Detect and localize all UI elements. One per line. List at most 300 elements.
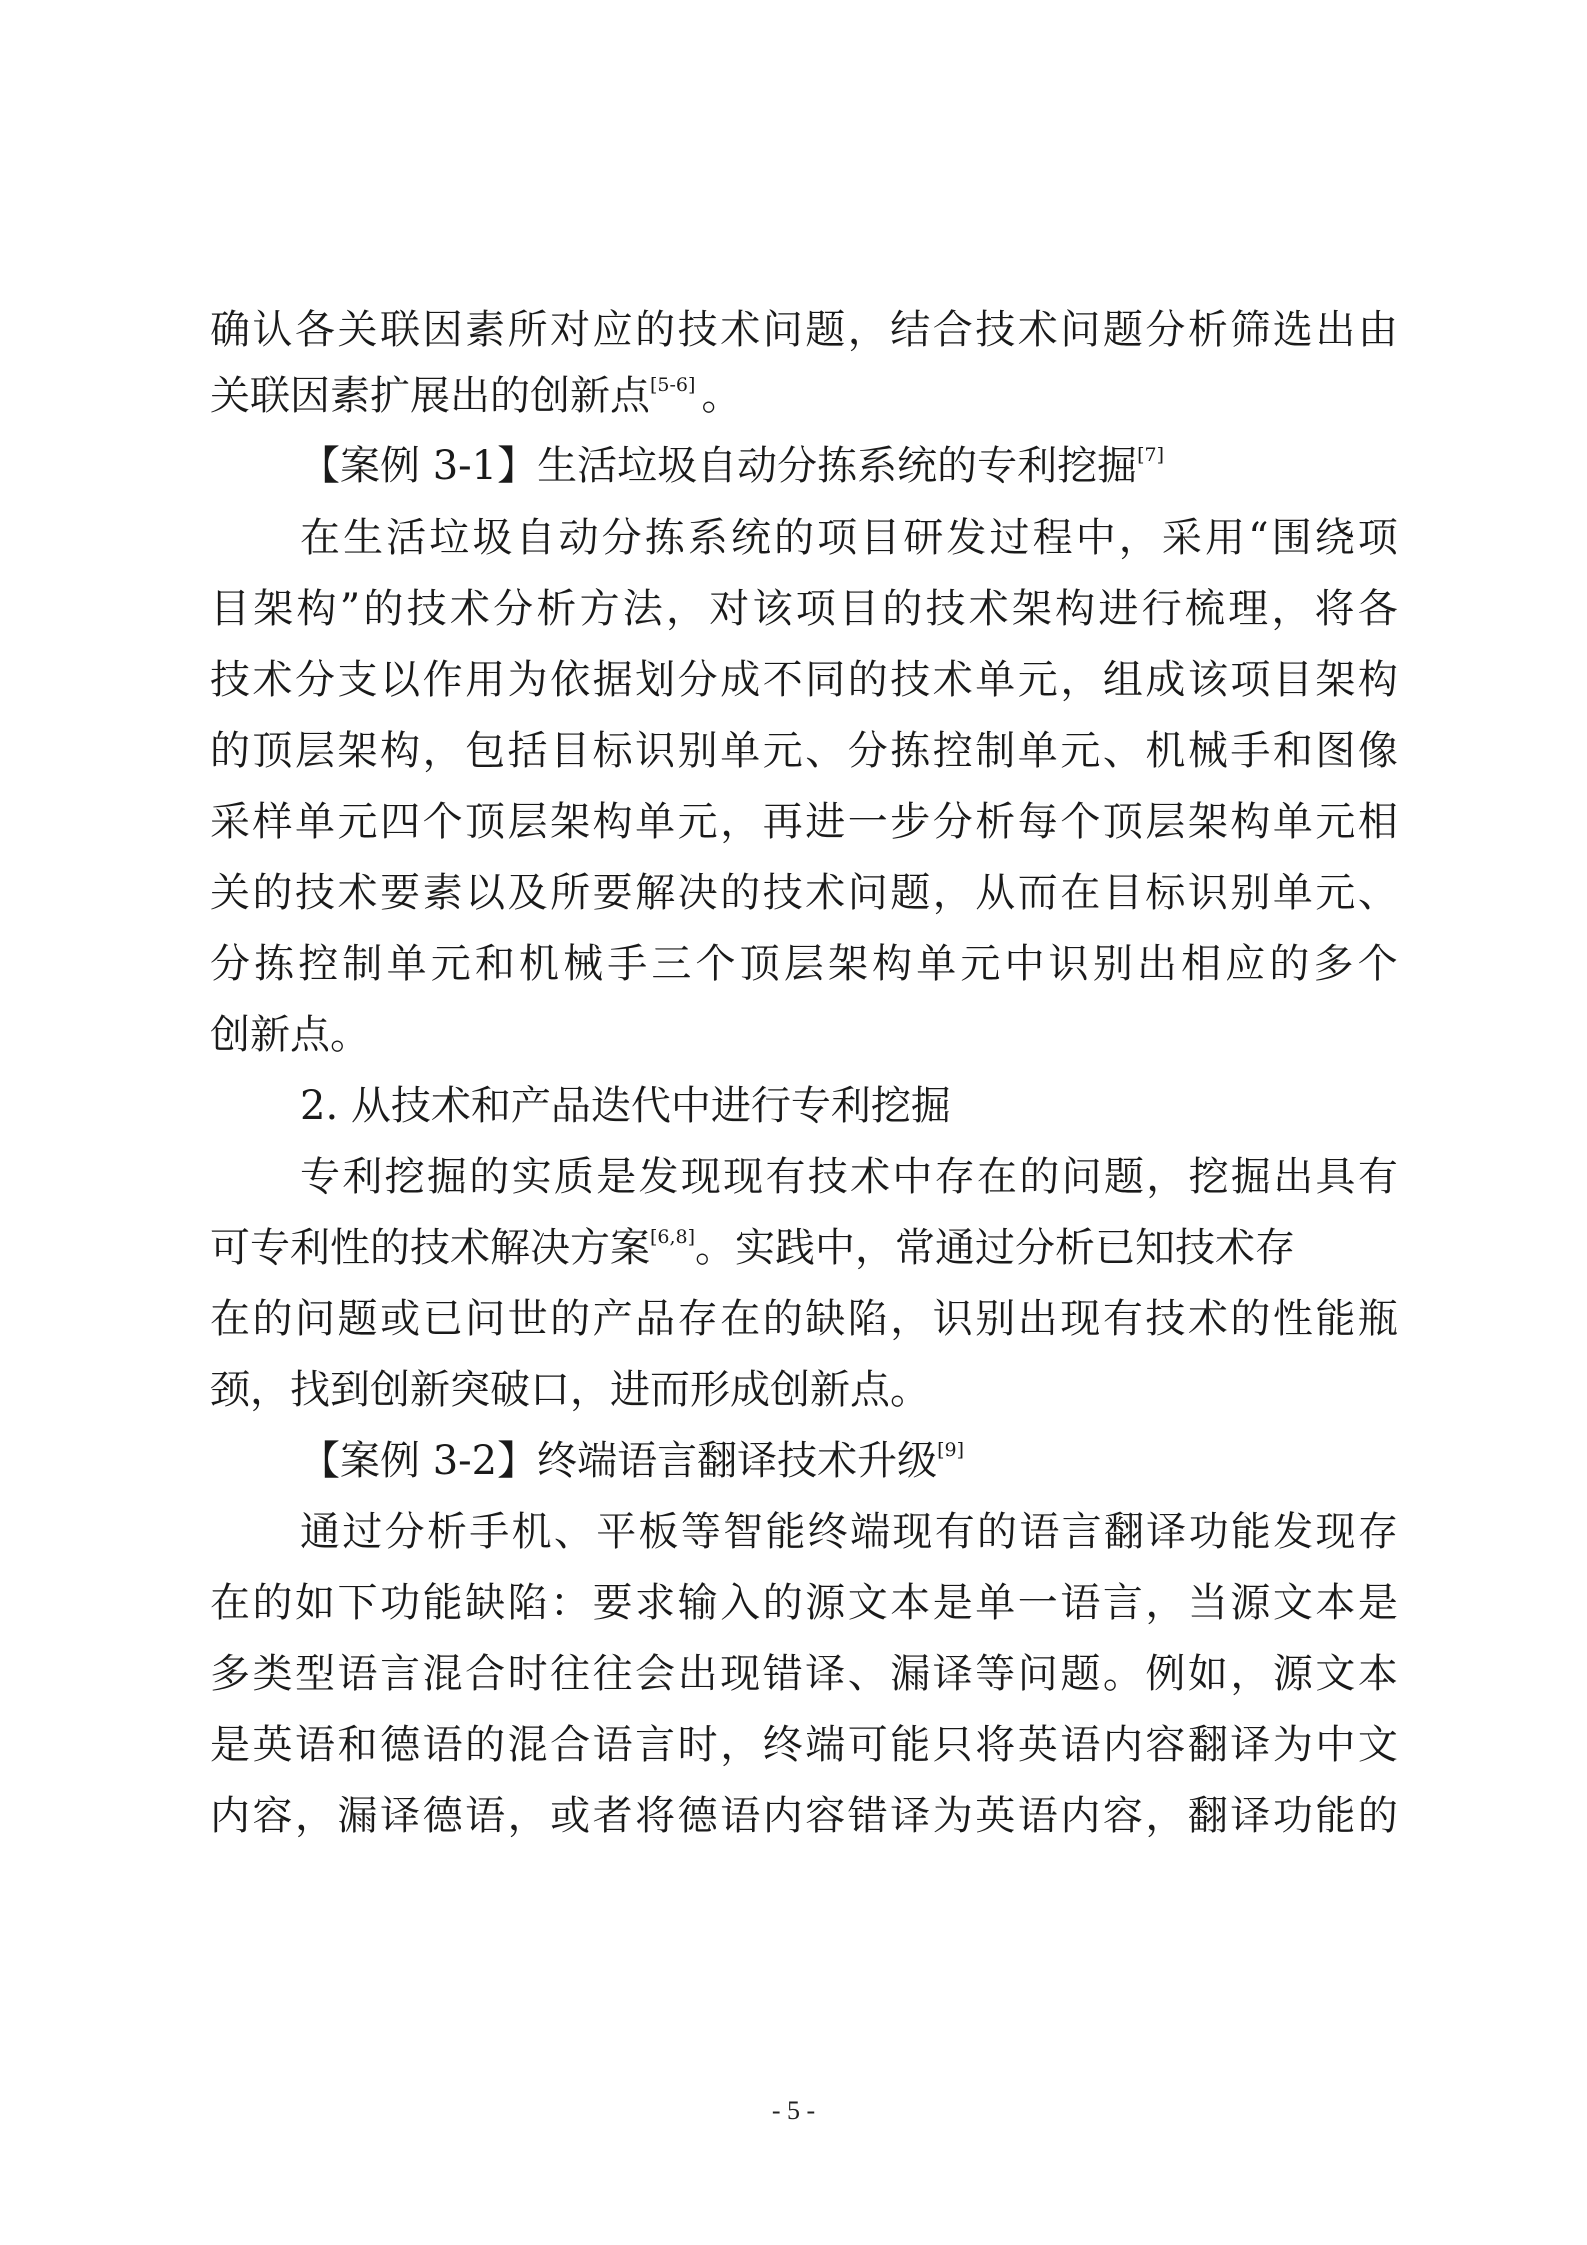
glyph: 识 bbox=[932, 1296, 973, 1342]
glyph: 存 bbox=[1357, 1509, 1398, 1555]
glyph: 文 bbox=[847, 1580, 888, 1626]
glyph: 现 bbox=[723, 1154, 764, 1200]
glyph: 要 bbox=[592, 870, 633, 916]
glyph: 像 bbox=[1357, 728, 1398, 774]
glyph: 同 bbox=[805, 657, 846, 703]
glyph: 术 bbox=[932, 657, 973, 703]
glyph: 出 bbox=[1017, 1296, 1058, 1342]
glyph: 系 bbox=[687, 515, 728, 561]
glyph: 进 bbox=[1098, 586, 1139, 632]
glyph: 板 bbox=[638, 1509, 679, 1555]
glyph: 用 bbox=[465, 657, 506, 703]
glyph: ， bbox=[932, 870, 973, 916]
glyph: 者 bbox=[592, 1793, 633, 1839]
text-line bbox=[210, 1571, 1398, 1635]
glyph: 问 bbox=[762, 307, 803, 353]
glyph: 程 bbox=[1032, 515, 1073, 561]
citation-ref: [9] bbox=[937, 1438, 965, 1461]
glyph: 语 bbox=[337, 1651, 378, 1697]
glyph: 的 bbox=[635, 307, 676, 353]
glyph: 译 bbox=[932, 1651, 973, 1697]
glyph: 和 bbox=[337, 1722, 378, 1768]
glyph: 包 bbox=[465, 728, 506, 774]
glyph: 可 bbox=[847, 1722, 888, 1768]
glyph: 型 bbox=[295, 1651, 336, 1697]
glyph: 现 bbox=[720, 1651, 761, 1697]
glyph: 架 bbox=[1187, 799, 1228, 845]
glyph: 术 bbox=[805, 870, 846, 916]
glyph: 组 bbox=[1102, 657, 1143, 703]
glyph: 法 bbox=[622, 586, 663, 632]
glyph: 或 bbox=[380, 1296, 421, 1342]
glyph: 单 bbox=[916, 941, 957, 987]
glyph: 依 bbox=[550, 657, 591, 703]
glyph: 控 bbox=[932, 728, 973, 774]
glyph: 关 bbox=[210, 870, 250, 916]
glyph: 拣 bbox=[890, 728, 931, 774]
glyph: 架 bbox=[827, 941, 868, 987]
glyph: 采 bbox=[1161, 515, 1202, 561]
glyph: 制 bbox=[342, 941, 383, 987]
glyph: 因 bbox=[422, 307, 463, 353]
glyph: 言 bbox=[1102, 1580, 1143, 1626]
text-line bbox=[210, 298, 1398, 362]
glyph: 当 bbox=[1187, 1580, 1228, 1626]
glyph: 绕 bbox=[1314, 515, 1355, 561]
glyph: 械 bbox=[1187, 728, 1228, 774]
text-line bbox=[210, 1216, 1295, 1280]
glyph: 层 bbox=[295, 728, 336, 774]
glyph: 架 bbox=[1011, 586, 1052, 632]
glyph: 过 bbox=[989, 515, 1030, 561]
glyph: ， bbox=[1060, 657, 1101, 703]
glyph: 现 bbox=[1315, 1509, 1356, 1555]
glyph: ， bbox=[720, 799, 761, 845]
glyph: 译 bbox=[805, 1651, 846, 1697]
citation-ref: [5-6] bbox=[650, 373, 696, 396]
glyph: 容 bbox=[805, 1793, 846, 1839]
glyph: 单 bbox=[635, 799, 676, 845]
glyph: 分 bbox=[295, 657, 336, 703]
glyph: 缺 bbox=[465, 1580, 506, 1626]
glyph: 单 bbox=[295, 799, 336, 845]
glyph: 联 bbox=[380, 307, 421, 353]
glyph: 的 bbox=[550, 1296, 591, 1342]
paragraph-line bbox=[0, 1642, 1587, 1706]
glyph: 为 bbox=[1272, 1722, 1313, 1768]
glyph: 语 bbox=[1017, 1793, 1058, 1839]
glyph: 机 bbox=[518, 941, 559, 987]
glyph: 输 bbox=[677, 1580, 718, 1626]
glyph: 有 bbox=[1102, 1296, 1143, 1342]
glyph: 翻 bbox=[1187, 1722, 1228, 1768]
glyph: 存 bbox=[677, 1296, 718, 1342]
glyph: 动 bbox=[558, 515, 599, 561]
glyph: 划 bbox=[635, 657, 676, 703]
glyph: ， bbox=[507, 1793, 548, 1839]
glyph: 内 bbox=[1060, 1793, 1101, 1839]
glyph: 的 bbox=[465, 1722, 506, 1768]
page-number: - 5 - bbox=[771, 2096, 816, 2125]
glyph: 漏 bbox=[337, 1793, 378, 1839]
glyph: 现 bbox=[892, 1509, 933, 1555]
glyph: 容 bbox=[1102, 1793, 1143, 1839]
glyph: 功 bbox=[1272, 1793, 1313, 1839]
glyph: 别 bbox=[1230, 870, 1271, 916]
glyph: 一 bbox=[1017, 1580, 1058, 1626]
glyph: 出 bbox=[1136, 941, 1177, 987]
glyph: 项 bbox=[795, 586, 836, 632]
glyph: 元 bbox=[677, 799, 718, 845]
glyph: 目 bbox=[838, 586, 879, 632]
glyph: 应 bbox=[592, 307, 633, 353]
glyph: 错 bbox=[847, 1793, 888, 1839]
glyph: 成 bbox=[1145, 657, 1186, 703]
glyph: 用 bbox=[1204, 515, 1245, 561]
glyph: 翻 bbox=[1103, 1509, 1144, 1555]
glyph: 、 bbox=[847, 1651, 888, 1697]
case-heading bbox=[0, 1429, 1587, 1493]
glyph: 问 bbox=[465, 1296, 506, 1342]
glyph: 文 bbox=[1357, 1722, 1398, 1768]
glyph: 相 bbox=[1181, 941, 1222, 987]
glyph: 的 bbox=[210, 728, 250, 774]
text-line bbox=[210, 364, 741, 428]
glyph: 、 bbox=[805, 728, 846, 774]
glyph: 从 bbox=[975, 870, 1016, 916]
glyph: 方 bbox=[579, 586, 620, 632]
glyph: 分 bbox=[384, 1509, 425, 1555]
glyph: ， bbox=[1145, 1580, 1186, 1626]
glyph: 、 bbox=[1102, 728, 1143, 774]
glyph: 专 bbox=[300, 1154, 340, 1200]
paragraph-line bbox=[0, 1713, 1587, 1777]
glyph: 语 bbox=[1060, 1580, 1101, 1626]
glyph: 对 bbox=[709, 586, 750, 632]
glyph: 容 bbox=[252, 1793, 293, 1839]
citation-ref: [6,8] bbox=[650, 1225, 696, 1248]
glyph: 瓶 bbox=[1357, 1296, 1398, 1342]
glyph: 端 bbox=[850, 1509, 891, 1555]
glyph: 为 bbox=[932, 1793, 973, 1839]
glyph: 元 bbox=[762, 728, 803, 774]
glyph: 的 bbox=[1357, 1793, 1398, 1839]
glyph: 别 bbox=[975, 1296, 1016, 1342]
paragraph-line bbox=[0, 506, 1587, 570]
glyph: 求 bbox=[635, 1580, 676, 1626]
glyph: 析 bbox=[1187, 307, 1228, 353]
glyph: 语 bbox=[592, 1722, 633, 1768]
glyph: 的 bbox=[847, 657, 888, 703]
glyph: 挖 bbox=[1188, 1154, 1229, 1200]
case-title: 【案例 3-2】终端语言翻译技术升级 bbox=[300, 1438, 938, 1484]
text-line bbox=[300, 506, 1398, 570]
glyph: 目 bbox=[860, 515, 901, 561]
glyph: 类 bbox=[252, 1651, 293, 1697]
glyph: 是 bbox=[1357, 1580, 1398, 1626]
glyph: 错 bbox=[762, 1651, 803, 1697]
glyph: 的 bbox=[774, 515, 815, 561]
glyph: 的 bbox=[469, 1154, 510, 1200]
paragraph-line bbox=[0, 1500, 1587, 1564]
glyph: 分 bbox=[847, 728, 888, 774]
glyph: 的 bbox=[977, 1509, 1017, 1555]
glyph: 技 bbox=[295, 870, 336, 916]
glyph: 等 bbox=[975, 1651, 1016, 1697]
glyph: 架 bbox=[550, 799, 591, 845]
glyph: 源 bbox=[1272, 1651, 1313, 1697]
glyph: 掘 bbox=[426, 1154, 467, 1200]
glyph: 分 bbox=[677, 657, 718, 703]
glyph: 决 bbox=[677, 870, 718, 916]
glyph: 如 bbox=[1187, 1651, 1228, 1697]
glyph: 出 bbox=[677, 1651, 718, 1697]
paragraph-line bbox=[0, 1571, 1587, 1635]
glyph: 源 bbox=[1230, 1580, 1271, 1626]
glyph: ， bbox=[890, 1296, 931, 1342]
paragraph-line bbox=[0, 364, 1587, 428]
glyph: 内 bbox=[210, 1793, 250, 1839]
section-heading bbox=[0, 1074, 1587, 1138]
glyph: 本 bbox=[1357, 1651, 1398, 1697]
glyph: 入 bbox=[720, 1580, 761, 1626]
paragraph-line bbox=[0, 932, 1587, 996]
glyph: 图 bbox=[1315, 728, 1356, 774]
glyph: ， bbox=[422, 728, 463, 774]
glyph: 能 bbox=[422, 1580, 463, 1626]
glyph: ， bbox=[1271, 586, 1312, 632]
glyph: 顶 bbox=[252, 728, 293, 774]
glyph: 本 bbox=[1315, 1580, 1356, 1626]
glyph: ， bbox=[720, 1722, 761, 1768]
glyph: 目 bbox=[550, 728, 591, 774]
glyph: 的 bbox=[1019, 1154, 1060, 1200]
glyph: 素 bbox=[422, 870, 463, 916]
glyph: 该 bbox=[1187, 657, 1228, 703]
glyph: 确 bbox=[210, 307, 250, 353]
glyph: 作 bbox=[422, 657, 463, 703]
glyph: 的 bbox=[1230, 1296, 1271, 1342]
glyph: 元 bbox=[1315, 799, 1356, 845]
glyph: 手 bbox=[1230, 728, 1271, 774]
text-line bbox=[300, 1145, 1398, 1209]
glyph: 技 bbox=[677, 307, 718, 353]
glyph: 能 bbox=[765, 1509, 806, 1555]
glyph: 译 bbox=[1230, 1722, 1271, 1768]
paragraph-line bbox=[0, 1784, 1587, 1848]
glyph: 统 bbox=[730, 515, 771, 561]
glyph: 据 bbox=[592, 657, 633, 703]
glyph: 是 bbox=[932, 1580, 973, 1626]
glyph: 四 bbox=[380, 799, 421, 845]
glyph: 术 bbox=[720, 307, 761, 353]
glyph: ， bbox=[1146, 1154, 1187, 1200]
glyph: 言 bbox=[1061, 1509, 1102, 1555]
glyph: 构 bbox=[1055, 586, 1096, 632]
glyph: 的 bbox=[252, 1580, 293, 1626]
glyph: 三 bbox=[651, 941, 692, 987]
paragraph-line bbox=[0, 1145, 1587, 1209]
glyph: 有 bbox=[1357, 1154, 1398, 1200]
glyph: 问 bbox=[847, 870, 888, 916]
glyph: 在 bbox=[210, 1580, 250, 1626]
glyph: 的 bbox=[363, 586, 404, 632]
paragraph-line bbox=[0, 719, 1587, 783]
glyph: 析 bbox=[536, 586, 577, 632]
case-title: 【案例 3-1】生活垃圾自动分拣系统的专利挖掘 bbox=[300, 443, 1138, 489]
text-line bbox=[300, 1500, 1398, 1564]
glyph: 样 bbox=[252, 799, 293, 845]
glyph: 目 bbox=[1102, 870, 1143, 916]
glyph: 源 bbox=[805, 1580, 846, 1626]
glyph: 单 bbox=[1272, 870, 1313, 916]
glyph: 译 bbox=[890, 1793, 931, 1839]
glyph: 成 bbox=[720, 657, 761, 703]
glyph: 题 bbox=[1103, 1154, 1144, 1200]
glyph: 要 bbox=[592, 1580, 633, 1626]
glyph: 合 bbox=[932, 307, 973, 353]
glyph: 出 bbox=[1315, 307, 1356, 353]
glyph: 项 bbox=[1357, 515, 1398, 561]
glyph: 利 bbox=[342, 1154, 383, 1200]
glyph: 已 bbox=[422, 1296, 463, 1342]
glyph: 等 bbox=[680, 1509, 721, 1555]
glyph: 别 bbox=[1092, 941, 1133, 987]
glyph: 发 bbox=[638, 1154, 679, 1200]
glyph: 生 bbox=[343, 515, 384, 561]
glyph: 语 bbox=[295, 1722, 336, 1768]
glyph: 研 bbox=[903, 515, 944, 561]
glyph: 现 bbox=[680, 1154, 721, 1200]
glyph: 问 bbox=[1060, 307, 1101, 353]
glyph: 文 bbox=[1272, 1580, 1313, 1626]
glyph: 机 bbox=[511, 1509, 552, 1555]
glyph: 拣 bbox=[254, 941, 295, 987]
glyph: 筛 bbox=[1230, 307, 1271, 353]
glyph: 译 bbox=[1230, 1793, 1271, 1839]
glyph: 不 bbox=[762, 657, 803, 703]
glyph: 掘 bbox=[1230, 1154, 1271, 1200]
glyph: 发 bbox=[946, 515, 987, 561]
glyph: 漏 bbox=[890, 1651, 931, 1697]
paragraph-line bbox=[0, 648, 1587, 712]
glyph: 往 bbox=[592, 1651, 633, 1697]
glyph: 出 bbox=[1273, 1154, 1314, 1200]
glyph: 架 bbox=[253, 586, 294, 632]
text-line bbox=[210, 648, 1398, 712]
glyph: 自 bbox=[515, 515, 556, 561]
glyph: 将 bbox=[635, 1793, 676, 1839]
glyph: 元 bbox=[430, 941, 471, 987]
glyph: 步 bbox=[890, 799, 931, 845]
glyph: 拣 bbox=[644, 515, 685, 561]
glyph: 单 bbox=[720, 728, 761, 774]
glyph: 术 bbox=[1187, 1296, 1228, 1342]
glyph: 下 bbox=[337, 1580, 378, 1626]
glyph: 结 bbox=[890, 307, 931, 353]
glyph: 题 bbox=[1060, 1651, 1101, 1697]
glyph: 构 bbox=[380, 728, 421, 774]
glyph: 理 bbox=[1228, 586, 1269, 632]
glyph: 在 bbox=[1060, 870, 1101, 916]
glyph: 控 bbox=[298, 941, 339, 987]
glyph: 技 bbox=[925, 586, 966, 632]
glyph: 个 bbox=[422, 799, 463, 845]
glyph: 顶 bbox=[465, 799, 506, 845]
glyph: 英 bbox=[1017, 1722, 1058, 1768]
glyph: 能 bbox=[1230, 1509, 1271, 1555]
glyph: 现 bbox=[1060, 1296, 1101, 1342]
glyph: 中 bbox=[892, 1154, 933, 1200]
glyph: 采 bbox=[210, 799, 250, 845]
glyph: 容 bbox=[1145, 1722, 1186, 1768]
glyph: 混 bbox=[422, 1651, 463, 1697]
glyph: 关 bbox=[337, 307, 378, 353]
glyph: 识 bbox=[635, 728, 676, 774]
text-line bbox=[210, 1287, 1398, 1351]
glyph: 将 bbox=[975, 1722, 1016, 1768]
glyph: 功 bbox=[380, 1580, 421, 1626]
glyph: 和 bbox=[1272, 728, 1313, 774]
glyph: 语 bbox=[422, 1722, 463, 1768]
glyph: 元 bbox=[1315, 870, 1356, 916]
glyph: 该 bbox=[752, 586, 793, 632]
glyph: 挖 bbox=[384, 1154, 425, 1200]
glyph: 在 bbox=[977, 1154, 1017, 1200]
glyph: 技 bbox=[890, 657, 931, 703]
glyph: 械 bbox=[563, 941, 604, 987]
glyph: 认 bbox=[252, 307, 293, 353]
glyph: 单 bbox=[1017, 728, 1058, 774]
glyph: 的 bbox=[252, 1296, 293, 1342]
text-line bbox=[210, 790, 1398, 854]
glyph: 元 bbox=[337, 799, 378, 845]
glyph: 终 bbox=[762, 1722, 803, 1768]
glyph: 技 bbox=[1145, 1296, 1186, 1342]
glyph: 构 bbox=[592, 799, 633, 845]
paragraph-line bbox=[0, 1003, 1587, 1067]
glyph: 技 bbox=[975, 307, 1016, 353]
glyph: 的 bbox=[762, 1580, 803, 1626]
glyph: 多 bbox=[210, 1651, 250, 1697]
glyph: 例 bbox=[1145, 1651, 1186, 1697]
glyph: 以 bbox=[380, 657, 421, 703]
glyph: 元 bbox=[960, 941, 1001, 987]
glyph: 各 bbox=[1357, 586, 1398, 632]
glyph: 目 bbox=[210, 586, 250, 632]
glyph: 单 bbox=[1272, 799, 1313, 845]
glyph: 问 bbox=[1017, 1651, 1058, 1697]
glyph: 陷 bbox=[507, 1580, 548, 1626]
glyph: 译 bbox=[380, 1793, 421, 1839]
glyph: 个 bbox=[1357, 941, 1398, 987]
glyph: 的 bbox=[882, 586, 923, 632]
glyph: “ bbox=[1248, 515, 1269, 561]
glyph: 有 bbox=[934, 1509, 975, 1555]
glyph: 技 bbox=[406, 586, 447, 632]
glyph: 的 bbox=[252, 870, 293, 916]
glyph: 由 bbox=[1357, 307, 1398, 353]
text-line bbox=[210, 1642, 1398, 1706]
glyph: 分 bbox=[1145, 307, 1186, 353]
text-segment: 可专利性的技术解决方案 bbox=[210, 1225, 650, 1271]
glyph: 的 bbox=[1269, 941, 1310, 987]
glyph: 技 bbox=[210, 657, 250, 703]
glyph: 文 bbox=[1315, 1651, 1356, 1697]
glyph: 将 bbox=[1314, 586, 1355, 632]
glyph: 题 bbox=[1102, 307, 1143, 353]
glyph: 顶 bbox=[1102, 799, 1143, 845]
